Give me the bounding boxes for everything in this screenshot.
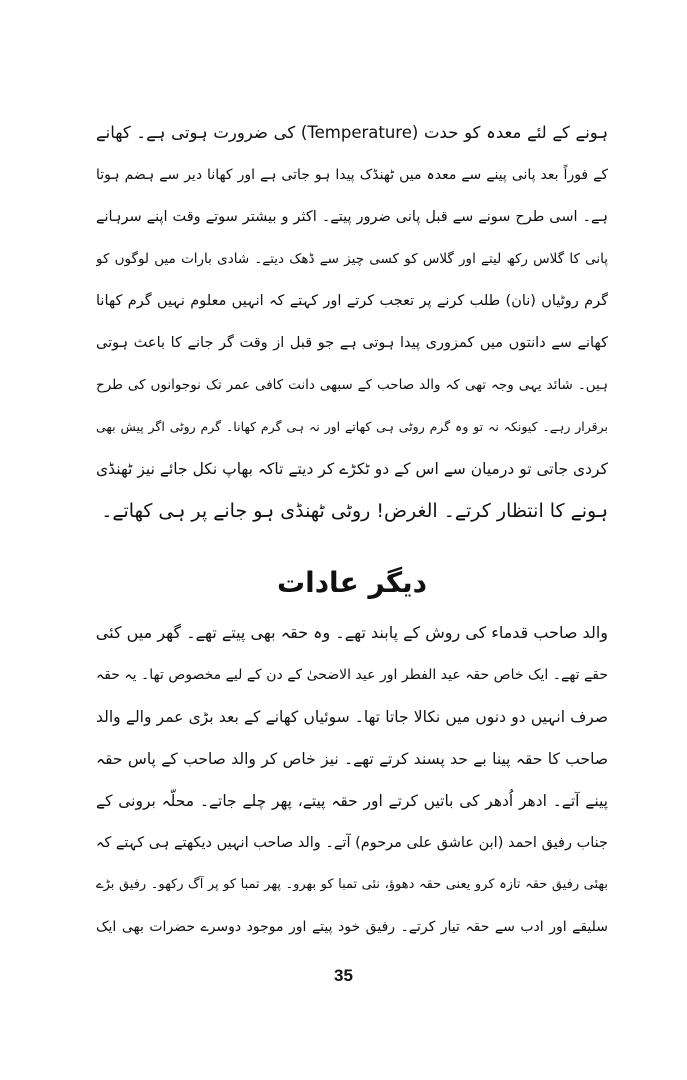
text-line: صاحب کا حقہ پینا بے حد پسند کرتے تھے۔ نیز خاص کر والد صاحب کے پاس حقہ	[96, 750, 608, 768]
section-heading: دیگر عادات	[276, 566, 428, 599]
text-line: سلیقے اور ادب سے حقہ تیار کرتے۔ رفیق خود پیتے اور موجود دوسرے حضرات بھی ایک	[96, 919, 608, 935]
text-line: ہیں۔ شائد یہی وجہ تھی کہ والد صاحب کے سبھی دانت کافی عمر تک نوجوانوں کی طرح	[96, 377, 608, 393]
text-line: پانی کا گلاس رکھ لیتے اور گلاس کو کسی چیز سے ڈھک دیتے۔ شادی بارات میں لوگوں کو	[96, 251, 608, 267]
text-line: ہے۔ اسی طرح سونے سے قبل پانی ضرور پیتے۔ اکثر و بیشتر سوتے وقت اپنے سرہانے	[96, 209, 608, 225]
text-line: بھئی رفیق حقہ تازہ کرو یعنی حقہ دھوؤ، نئی تمبا کو بھرو۔ پھر تمبا کو پر آگ رکھو۔ رفیق بڑے	[96, 877, 608, 892]
text-line: والد صاحب قدماء کی روش کے پابند تھے۔ وہ حقہ بھی پیتے تھے۔ گھر میں کئی	[96, 623, 608, 642]
paragraph-2	[96, 612, 608, 948]
text-line: کھانے سے دانتوں میں کمزوری پیدا ہوتی ہے جو قبل از وقت گر جانے کا باعث ہوتی	[96, 335, 608, 351]
text-line: ہونے کا انتظار کرتے۔ الغرض! روٹی ٹھنڈی ہو جانے پر ہی کھاتے۔	[101, 500, 608, 522]
page-number: 35	[334, 966, 353, 985]
text-line: گرم روٹیاں (نان) طلب کرنے پر تعجب کرتے اور کہتے کہ انہیں معلوم نہیں گرم کھانا	[96, 293, 608, 309]
text-line: پینے آتے۔ ادھر اُدھر کی باتیں کرتے اور حقہ پیتے، پھر چلے جاتے۔ محلّہ برونی کے	[96, 792, 608, 810]
text-line: کے فوراً بعد پانی پینے سے معدہ میں ٹھنڈک پیدا ہو جاتی ہے اور کھانا دیر سے ہضم ہوتا	[96, 167, 608, 183]
text-line: برقرار رہے۔ کیونکہ نہ تو وہ گرم روٹی ہی کھاتے اور نہ ہی گرم کھانا۔ گرم روٹی اگر پیش بھی	[96, 419, 608, 434]
text-line: کردی جاتی تو درمیان سے اس کے دو ٹکڑے کر دیتے تاکہ بھاپ نکل جائے نیز ٹھنڈی	[96, 460, 608, 478]
text-line: صرف انہیں دو دنوں میں نکالا جاتا تھا۔ سوئیاں کھانے کے بعد بڑی عمر والے والد	[96, 708, 608, 726]
text-line: ہونے کے لئے معدہ کو حدت (Temperature) کی ضرورت ہوتی ہے۔ کھانے	[96, 123, 608, 142]
text-line: حقے تھے۔ ایک خاص حقہ عید الفطر اور عید الاضحیٰ کے دن کے لیے مخصوص تھا۔ یہ حقہ	[96, 667, 608, 683]
text-line: جناب رفیق احمد (ابن عاشق علی مرحوم) آتے۔ والد صاحب انہیں دیکھتے ہی کہتے کہ	[96, 835, 608, 851]
paragraph-1	[96, 112, 608, 532]
